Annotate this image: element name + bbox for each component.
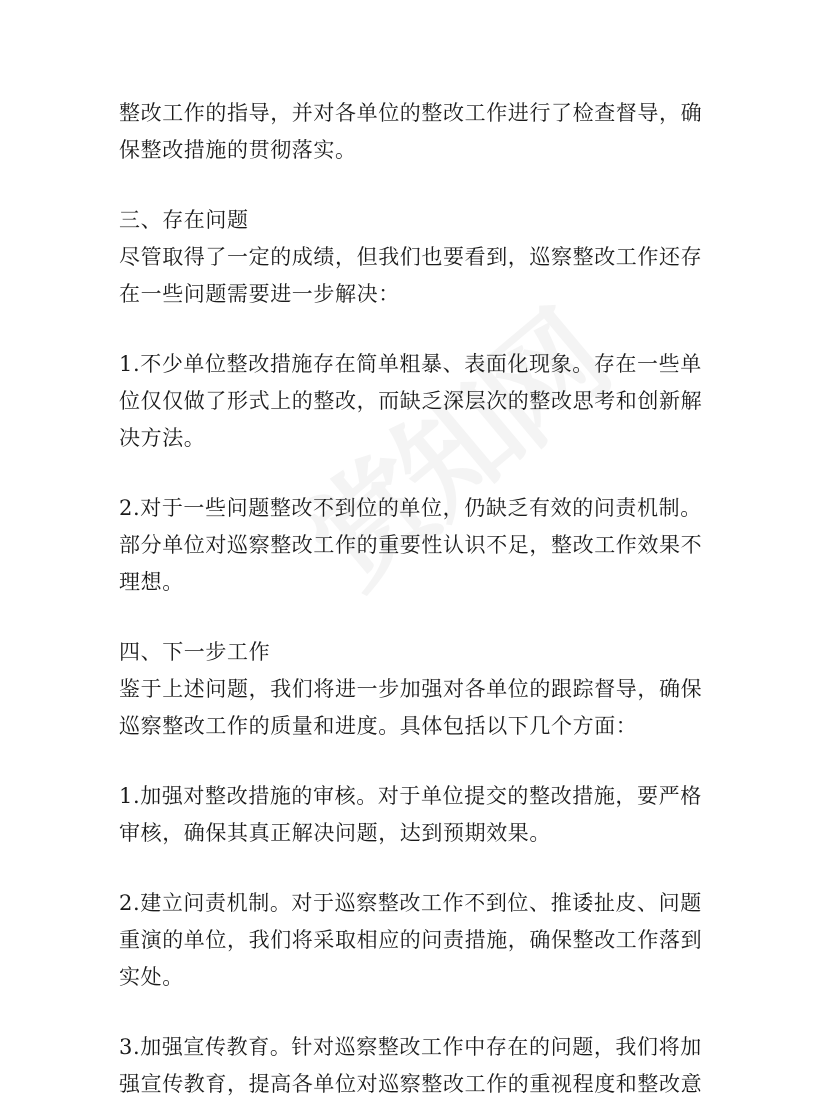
- body-paragraph: 尽管取得了一定的成绩，但我们也要看到，巡察整改工作还存在一些问题需要进一步解决：: [119, 245, 703, 306]
- document-body: [119, 95, 719, 1103]
- body-paragraph: 整改工作的指导，并对各单位的整改工作进行了检查督导，确保整改措施的贯彻落实。: [119, 101, 703, 162]
- section-heading: 四、下一步工作: [119, 640, 271, 664]
- body-paragraph: 2.建立问责机制。对于巡察整改工作不到位、推诿扯皮、问题重演的单位，我们将采取相应的问责措施，确保整改工作落到实处。: [119, 891, 703, 989]
- paragraph-spacer: [119, 169, 719, 202]
- paragraph-spacer: [119, 457, 719, 490]
- body-paragraph: 2.对于一些问题整改不到位的单位，仍缺乏有效的问责机制。部分单位对巡察整改工作的重要性认识不足，整改工作效果不理想。: [119, 496, 703, 594]
- paragraph-spacer: [119, 996, 719, 1029]
- body-paragraph: 3.加强宣传教育。针对巡察整改工作中存在的问题，我们将加强宣传教育，提高各单位对巡察整改工作的重视程度和整改意: [119, 1035, 703, 1096]
- body-paragraph: 鉴于上述问题，我们将进一步加强对各单位的跟踪督导，确保巡察整改工作的质量和进度。具体包括以下几个方面：: [119, 677, 703, 738]
- body-paragraph: 1.不少单位整改措施存在简单粗暴、表面化现象。存在一些单位仅仅做了形式上的整改，而缺乏深层次的整改思考和创新解决方法。: [119, 352, 703, 450]
- paragraph-spacer: [119, 745, 719, 778]
- paragraph-spacer: [119, 601, 719, 634]
- paragraph-spacer: [119, 313, 719, 346]
- paragraph-spacer: [119, 852, 719, 885]
- body-paragraph: 1.加强对整改措施的审核。对于单位提交的整改措施，要严格审核，确保其真正解决问题，达到预期效果。: [119, 784, 702, 845]
- section-heading: 三、存在问题: [119, 208, 249, 232]
